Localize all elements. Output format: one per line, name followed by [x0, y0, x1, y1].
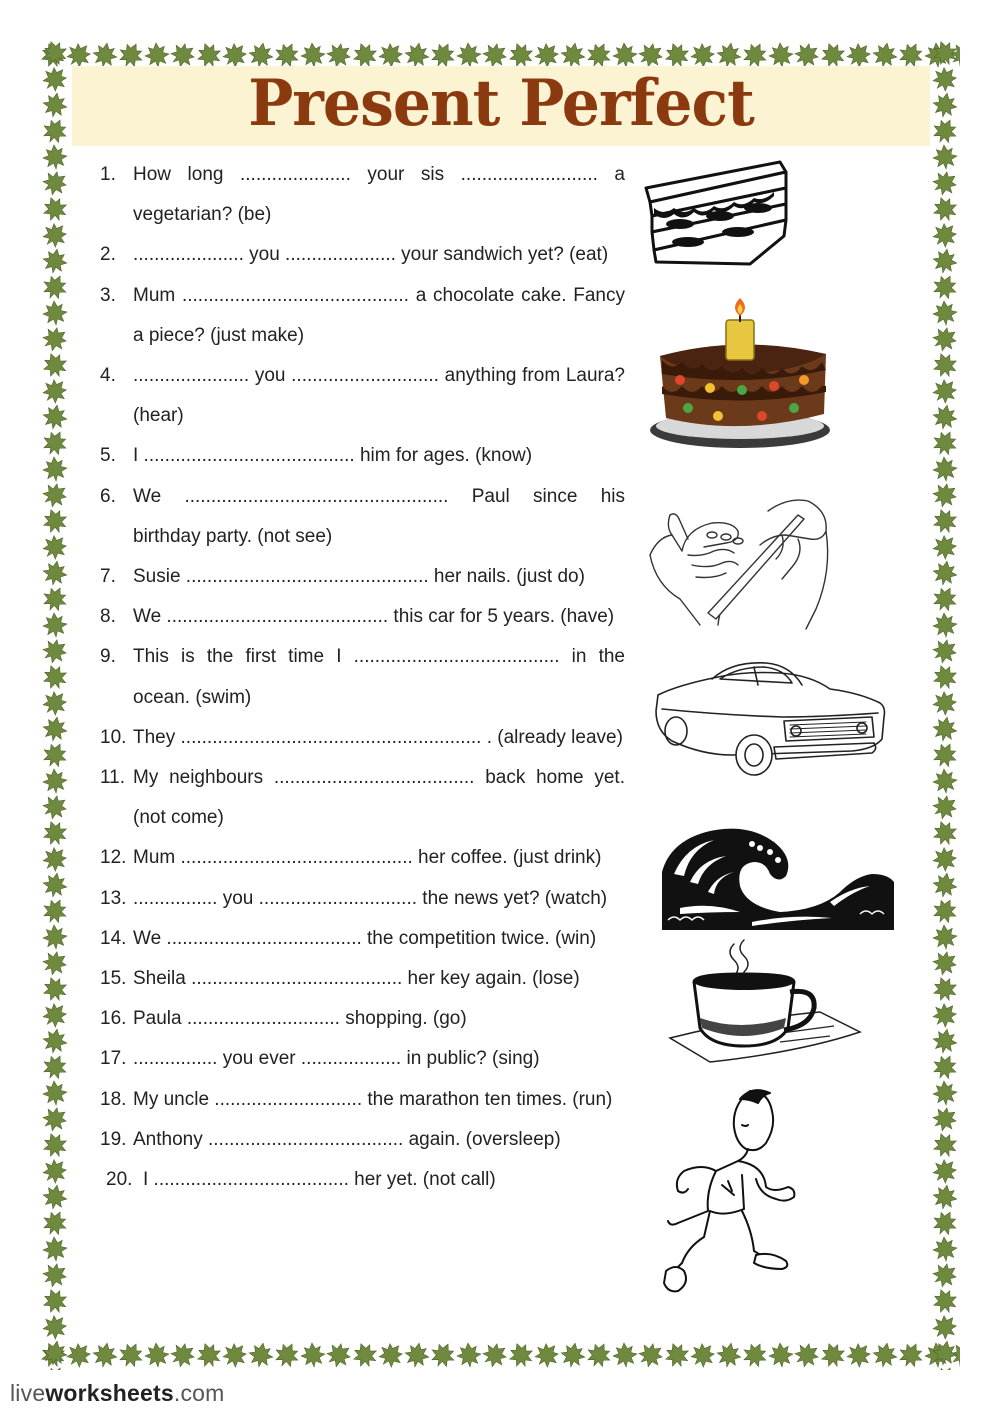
- leaf-icon: [40, 530, 70, 564]
- exercise-text[interactable]: We .................................................. Paul since his birthday party. (not see): [133, 485, 625, 547]
- leaf-icon: [559, 1341, 587, 1369]
- leaf-icon: [247, 1341, 275, 1369]
- great-wave-illustration: [660, 822, 896, 932]
- exercise-text[interactable]: We ..................................... the competition twice. (win): [133, 927, 597, 949]
- leaf-icon: [930, 506, 960, 537]
- leaf-icon: [144, 42, 170, 68]
- leaf-icon: [715, 1341, 743, 1369]
- leaf-icon: [40, 115, 70, 147]
- exercise-text[interactable]: My uncle ............................ the marathon ten times. (run): [133, 1088, 613, 1110]
- exercise-number: 16.: [100, 1008, 127, 1030]
- leaf-icon: [41, 247, 69, 275]
- exercise-text[interactable]: My neighbours ...................................... back home yet. (not come): [133, 767, 625, 829]
- leaf-icon: [930, 1363, 960, 1370]
- exercise-item-20: [100, 1160, 625, 1200]
- leaf-icon: [41, 403, 69, 431]
- exercise-item-9: [100, 637, 625, 717]
- leaf-icon: [930, 1051, 960, 1083]
- exercise-number: 12.: [100, 847, 127, 869]
- exercise-number: 5.: [100, 445, 116, 467]
- exercise-text[interactable]: ................ you ever ................... in public? (sing): [133, 1048, 540, 1070]
- exercise-item-11: [100, 758, 625, 838]
- leaf-icon: [40, 946, 70, 979]
- leaf-icon: [41, 871, 69, 899]
- leaf-border-right: [930, 40, 960, 1370]
- exercise-number: 7.: [100, 566, 116, 588]
- leaf-icon: [930, 998, 960, 1032]
- leaf-icon: [930, 1130, 960, 1161]
- leaf-icon: [612, 42, 638, 68]
- leaf-icon: [932, 300, 958, 326]
- exercise-item-1: [100, 155, 625, 235]
- leaf-icon: [40, 1102, 70, 1135]
- logo-part-worksheets: worksheets: [45, 1380, 174, 1406]
- leaf-icon: [931, 871, 959, 899]
- leaf-icon: [42, 456, 68, 482]
- leaf-icon: [42, 612, 68, 638]
- exercise-text[interactable]: We .......................................... this car for 5 years. (have): [133, 606, 615, 628]
- leaf-icon: [895, 1340, 927, 1370]
- leaf-icon: [930, 194, 960, 225]
- leaf-icon: [930, 634, 960, 667]
- leaf-icon: [40, 634, 70, 667]
- leaf-icon: [40, 506, 70, 537]
- title-banner: [72, 66, 930, 146]
- exercise-number: 17.: [100, 1048, 127, 1070]
- leaf-icon: [41, 1027, 69, 1055]
- leaf-icon: [322, 1340, 355, 1370]
- exercise-number: 3.: [100, 284, 116, 306]
- leaf-icon: [41, 1183, 69, 1211]
- leaf-icon: [271, 1340, 303, 1370]
- leaf-icon: [930, 322, 960, 355]
- leaf-icon: [40, 271, 70, 303]
- leaf-icon: [42, 144, 68, 170]
- leaf-icon: [40, 478, 70, 511]
- leaf-icon: [40, 895, 70, 927]
- exercise-text[interactable]: How long ..................... your sis .......................... a vegetarian? (be): [133, 164, 625, 226]
- leaf-icon: [42, 1080, 68, 1106]
- leaf-icon: [930, 818, 960, 849]
- leaf-icon: [40, 1363, 70, 1370]
- leaf-icon: [930, 739, 960, 771]
- exercise-item-13: [100, 879, 625, 919]
- leaf-icon: [40, 583, 70, 615]
- coffee-cup-illustration: [664, 938, 864, 1063]
- leaf-icon: [40, 1207, 70, 1239]
- leaf-icon: [40, 790, 70, 823]
- leaf-pattern: [40, 1340, 960, 1370]
- exercise-text[interactable]: They ......................................................... . (already leave): [133, 726, 623, 748]
- exercise-text[interactable]: ................ you .............................. the news yet? (watch): [133, 887, 608, 909]
- leaf-icon: [930, 1207, 960, 1239]
- leaf-icon: [715, 41, 743, 69]
- exercise-number: 2.: [100, 244, 116, 266]
- leaf-icon: [842, 1340, 876, 1370]
- leaf-icon: [930, 662, 960, 693]
- leaf-icon: [40, 1154, 70, 1188]
- leaf-icon: [871, 41, 899, 69]
- leaf-icon: [91, 41, 119, 69]
- leaf-icon: [662, 1340, 693, 1370]
- exercise-number: 20.: [106, 1169, 133, 1191]
- leaf-icon: [930, 1154, 960, 1188]
- leaf-icon: [930, 478, 960, 511]
- leaf-icon: [932, 456, 958, 482]
- leaf-icon: [42, 300, 68, 326]
- leaf-icon: [40, 1051, 70, 1083]
- leaf-icon: [930, 1310, 960, 1344]
- leaf-icon: [612, 1342, 638, 1368]
- leaf-icon: [40, 686, 70, 720]
- exercise-text[interactable]: I ........................................ him for ages. (know): [133, 445, 533, 467]
- leaf-icon: [768, 1342, 794, 1368]
- leaf-icon: [506, 1340, 537, 1370]
- exercise-item-18: [100, 1080, 625, 1120]
- leaf-icon: [218, 1340, 252, 1370]
- exercise-number: 13.: [100, 887, 127, 909]
- leaf-icon: [931, 403, 959, 431]
- leaf-icon: [930, 374, 960, 408]
- leaf-icon: [931, 1183, 959, 1211]
- leaf-icon: [42, 924, 68, 950]
- exercise-item-10: [100, 718, 625, 758]
- exercise-text[interactable]: Anthony ..................................... again. (oversleep): [133, 1128, 561, 1150]
- leaf-icon: [40, 166, 70, 199]
- exercise-number: 4.: [100, 365, 116, 387]
- leaf-icon: [456, 42, 482, 68]
- leaf-icon: [166, 1340, 199, 1370]
- exercise-number: 9.: [100, 646, 116, 668]
- exercise-text[interactable]: Paula ............................. shopping. (go): [133, 1008, 467, 1030]
- leaf-icon: [194, 1340, 225, 1370]
- exercise-item-14: [100, 919, 625, 959]
- leaf-icon: [40, 1310, 70, 1344]
- exercise-text[interactable]: Susie .............................................. her nails. (just do): [133, 566, 585, 588]
- exercise-item-17: [100, 1039, 625, 1079]
- leaf-icon: [932, 1080, 958, 1106]
- leaf-icon: [930, 218, 960, 252]
- leaf-icon: [247, 41, 275, 69]
- logo-part-domain: .com: [173, 1380, 225, 1406]
- liveworksheets-logo[interactable]: [10, 1380, 225, 1407]
- page-title: Present Perfect: [248, 66, 754, 142]
- leaf-icon: [300, 1342, 326, 1368]
- leaf-icon: [930, 842, 960, 876]
- exercise-item-5: [100, 436, 625, 476]
- exercise-text[interactable]: I ..................................... her yet. (not call): [143, 1169, 496, 1191]
- leaf-icon: [40, 998, 70, 1032]
- marathon-runner-illustration: [662, 1085, 802, 1297]
- leaf-icon: [930, 946, 960, 979]
- leaf-icon: [583, 1340, 615, 1370]
- exercise-text[interactable]: Mum ............................................ her coffee. (just drink): [133, 847, 602, 869]
- leaf-icon: [40, 322, 70, 355]
- leaf-icon: [40, 974, 70, 1005]
- exercise-number: 19.: [100, 1128, 127, 1150]
- leaf-icon: [931, 1027, 959, 1055]
- leaf-icon: [931, 559, 959, 587]
- leaf-icon: [930, 350, 960, 381]
- exercise-item-2: [100, 235, 625, 275]
- leaf-icon: [40, 62, 70, 96]
- exercise-number: 10.: [100, 726, 127, 748]
- leaf-border-left: [40, 40, 70, 1370]
- leaf-icon: [930, 530, 960, 564]
- leaf-border-bottom: [40, 1340, 960, 1370]
- leaf-icon: [932, 1236, 958, 1262]
- leaf-icon: [930, 895, 960, 927]
- leaf-icon: [931, 91, 959, 119]
- leaf-icon: [930, 271, 960, 303]
- leaf-icon: [930, 1258, 960, 1291]
- leaf-icon: [403, 41, 431, 69]
- leaf-icon: [871, 1341, 899, 1369]
- exercise-text[interactable]: ..................... you ..................... your sandwich yet? (eat): [133, 244, 609, 266]
- leaf-icon: [40, 1258, 70, 1291]
- leaf-icon: [790, 1340, 823, 1370]
- logo-part-live: live: [10, 1380, 46, 1406]
- leaf-icon: [930, 1102, 960, 1135]
- leaf-icon: [930, 40, 960, 68]
- leaf-icon: [530, 1340, 564, 1370]
- leaf-icon: [818, 1340, 849, 1370]
- chocolate-cake-illustration: [648, 296, 833, 451]
- leaf-icon: [930, 166, 960, 199]
- leaf-icon: [350, 1340, 381, 1370]
- leaf-icon: [930, 427, 960, 459]
- leaf-icon: [930, 62, 960, 96]
- leaf-icon: [300, 42, 326, 68]
- exercise-number: 14.: [100, 927, 127, 949]
- leaf-icon: [559, 41, 587, 69]
- leaf-icon: [40, 350, 70, 381]
- sandwich-illustration: [640, 158, 790, 268]
- exercise-number: 11.: [100, 767, 126, 789]
- leaf-icon: [930, 583, 960, 615]
- exercise-text[interactable]: ...................... you ............................ anything from Laura? (hear): [133, 365, 625, 427]
- exercise-item-12: [100, 838, 625, 878]
- exercise-item-4: [100, 356, 625, 436]
- leaf-icon: [456, 1342, 482, 1368]
- exercise-item-3: [100, 276, 625, 356]
- exercise-list: [100, 155, 625, 1200]
- leaf-icon: [40, 1286, 70, 1317]
- leaf-pattern: [930, 40, 960, 1370]
- exercise-text[interactable]: Sheila ........................................ her key again. (lose): [133, 968, 580, 990]
- leaf-icon: [40, 218, 70, 252]
- leaf-icon: [40, 662, 70, 693]
- exercise-number: 6.: [100, 485, 116, 507]
- leaf-icon: [91, 1341, 119, 1369]
- leaf-icon: [478, 1340, 511, 1370]
- exercise-text[interactable]: Mum ........................................... a chocolate cake. Fancy a piece? (just make): [133, 284, 625, 346]
- leaf-icon: [115, 1340, 147, 1370]
- leaf-icon: [686, 1340, 720, 1370]
- leaf-icon: [930, 115, 960, 147]
- exercise-item-15: [100, 959, 625, 999]
- leaf-icon: [634, 1340, 667, 1370]
- leaf-icon: [930, 686, 960, 720]
- leaf-icon: [403, 1341, 431, 1369]
- exercise-number: 8.: [100, 606, 116, 628]
- leaf-icon: [932, 768, 958, 794]
- leaf-icon: [41, 91, 69, 119]
- exercise-number: 18.: [100, 1088, 127, 1110]
- leaf-icon: [41, 1339, 69, 1367]
- exercise-item-16: [100, 999, 625, 1039]
- leaf-icon: [931, 1339, 959, 1367]
- leaf-icon: [41, 559, 69, 587]
- leaf-icon: [40, 842, 70, 876]
- leaf-pattern: [40, 40, 70, 1370]
- leaf-icon: [40, 40, 70, 68]
- leaf-icon: [42, 768, 68, 794]
- leaf-icon: [932, 612, 958, 638]
- exercise-item-19: [100, 1120, 625, 1160]
- exercise-number: 1.: [100, 164, 116, 185]
- exercise-item-6: [100, 477, 625, 557]
- exercise-item-8: [100, 597, 625, 637]
- leaf-icon: [930, 974, 960, 1005]
- leaf-icon: [42, 1236, 68, 1262]
- exercise-text[interactable]: This is the first time I ....................................... in the ocean. (swim): [133, 646, 625, 708]
- exercise-number: 15.: [100, 968, 127, 990]
- leaf-icon: [930, 1286, 960, 1317]
- leaf-icon: [374, 1340, 408, 1370]
- leaf-icon: [427, 1340, 459, 1370]
- leaf-icon: [932, 144, 958, 170]
- leaf-icon: [41, 715, 69, 743]
- leaf-icon: [931, 715, 959, 743]
- muscle-car-illustration: [654, 655, 888, 780]
- nail-filing-hands-illustration: [648, 495, 833, 630]
- exercise-item-7: [100, 557, 625, 597]
- leaf-icon: [930, 790, 960, 823]
- leaf-icon: [768, 42, 794, 68]
- leaf-icon: [40, 194, 70, 225]
- leaf-icon: [932, 924, 958, 950]
- leaf-icon: [40, 739, 70, 771]
- leaf-icon: [40, 427, 70, 459]
- leaf-icon: [40, 818, 70, 849]
- leaf-icon: [739, 1340, 771, 1370]
- leaf-icon: [144, 1342, 170, 1368]
- leaf-icon: [931, 247, 959, 275]
- leaf-icon: [40, 1130, 70, 1161]
- leaf-icon: [40, 374, 70, 408]
